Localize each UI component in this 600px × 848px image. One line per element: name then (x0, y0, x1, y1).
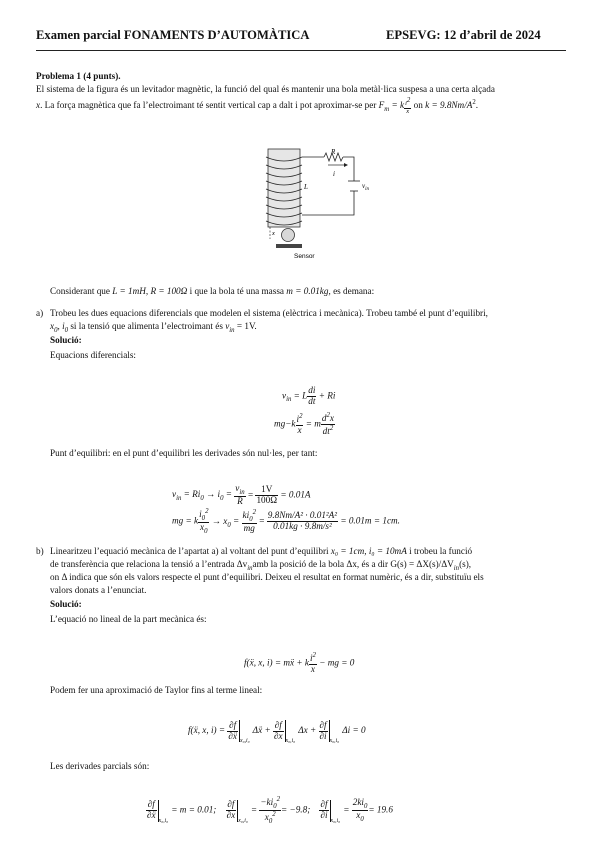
label-L: L (304, 183, 308, 191)
nonlinear-title: L’equació no lineal de la part mecànica és: (50, 614, 207, 624)
part-a-line1: Trobeu les dues equacions diferencials que modelen el sistema (elèctrica i mecànica). Trobeu també el punt d’equilibri, (50, 308, 488, 318)
taylor-title: Podem fer una aproximació de Taylor fins al terme lineal: (50, 685, 263, 695)
label-R: R (331, 148, 336, 156)
label-x: x (272, 230, 275, 237)
part-b-line1: Linearitzeu l’equació mecànica de l’apartat a) al voltant del punt d’equilibri x₀ = 1cm, i₀ = 10mA i trobeu la funció (50, 546, 473, 556)
part-a-marker: a) (36, 308, 44, 318)
header-divider (36, 50, 566, 51)
exam-title: Examen parcial FONAMENTS D’AUTOMÀTICA (36, 28, 310, 42)
equilibrium-title: Punt d’equilibri: en el punt d’equilibri les derivades són nul·les, per tant: (50, 448, 318, 458)
part-b-solution-label: Solució: (50, 599, 82, 609)
taylor-expansion: f(ẍ, x, i) = $\frac{\partial f}{\text{∂ẍ}}$ $_{x_0,i_0}$Δẍ + $\frac{\partial f}{\partial x}$ $_{x_0,i_0}$Δx + $\frac{\partial f}{\partial i}$ $_{x_0,i_0}$Δi = 0 (188, 719, 366, 745)
exam-date: EPSEVG: 12 d’abril de 2024 (386, 28, 541, 42)
part-a-solution-label: Solució: (50, 335, 82, 345)
part-b-line3: on Δ indica que són els valors respecte el punt d’equilibri. Deixeu el resultat en format numèric, és a dir, substituïu els (50, 572, 484, 582)
label-sensor: Sensor (294, 253, 315, 260)
equilibrium-position: mg = k $\frac{i_0^2}{x_0}$ → $x_0$ = $\frac{ki_0^2}{mg}$ = $\frac{\text{9.8Nm/A² · 0.01²A²}}{\text{0.01kg · 9.8m/s²}}$ = 0.01m = 1cm. (172, 508, 400, 535)
problem-intro-line1: El sistema de la figura és un levitador magnètic, la funció del qual és mantenir una bola metàl·lica suspesa a una certa alçada (36, 84, 495, 94)
statement-given: Considerant que L = 1mH, R = 100Ω i que la bola té una massa m = 0.01kg, es demana: (50, 286, 375, 296)
nonlinear-equation: f(ẍ, x, i) = mẍ + k $\frac{i^2}{x}$ − mg = 0 (244, 652, 355, 674)
mechanical-equation: mg−k $\frac{i^2}{x}$ = m $\frac{d^2x}{dt^2}$ (274, 412, 334, 436)
partials-title: Les derivades parcials són: (50, 761, 150, 771)
part-b-marker: b) (36, 546, 44, 556)
part-a-line2: $x_0$, $i_0$ si la tensió que alimenta l’electroimant és $v_{in} = 1V$. (50, 321, 257, 334)
levitator-figure (262, 143, 392, 261)
diff-eq-title: Equacions diferencials: (50, 350, 136, 360)
label-i: i (333, 170, 335, 178)
position-sensor (276, 244, 302, 248)
part-b-line4: valors donats a l’enunciat. (50, 585, 147, 595)
equilibrium-current: $v_{in} = Ri_0 \to i_0$ = $\frac{v_{in}}{R}$ = $\frac{1V}{100\Omega}$ = 0.01A (172, 483, 311, 506)
partial-derivatives: $\frac{\partial f}{\text{∂ẍ}}$ $_{x_0,i_0}$= m = 0.01; $\frac{\partial f}{\partial x}$ $_{x_0,i_0}$= $\frac{-ki_0^2}{x_0^2}$ = −9.8; $\frac{\partial f}{\partial i}$ $_{x_0,i_0}$= $\frac{2ki_0}{x_0}$ = 19.6 (147, 796, 393, 825)
part-b-line2: de transferència que relaciona la tensió a l’entrada $\Delta v_{in}amb$ la posició de la bola Δx, és a dir $G(s) = \Delta X(s)/\Delta V_{in}(s)$, (50, 559, 472, 572)
problem-title: Problema 1 (4 punts). (36, 71, 121, 81)
label-vin: $v_{in}$ (362, 182, 369, 192)
metal-ball (282, 229, 295, 242)
problem-intro-line2: x. La força magnètica que fa l’electroimant té sentit vertical cap a dalt i pot aproximar-se per $F_m = k$ $\frac{i^2}{x}$ on $k = 9.8Nm/A^2$. (36, 96, 479, 115)
electrical-equation: $v_{in} = L$ $\frac{di}{dt}$ + Ri (282, 385, 336, 406)
